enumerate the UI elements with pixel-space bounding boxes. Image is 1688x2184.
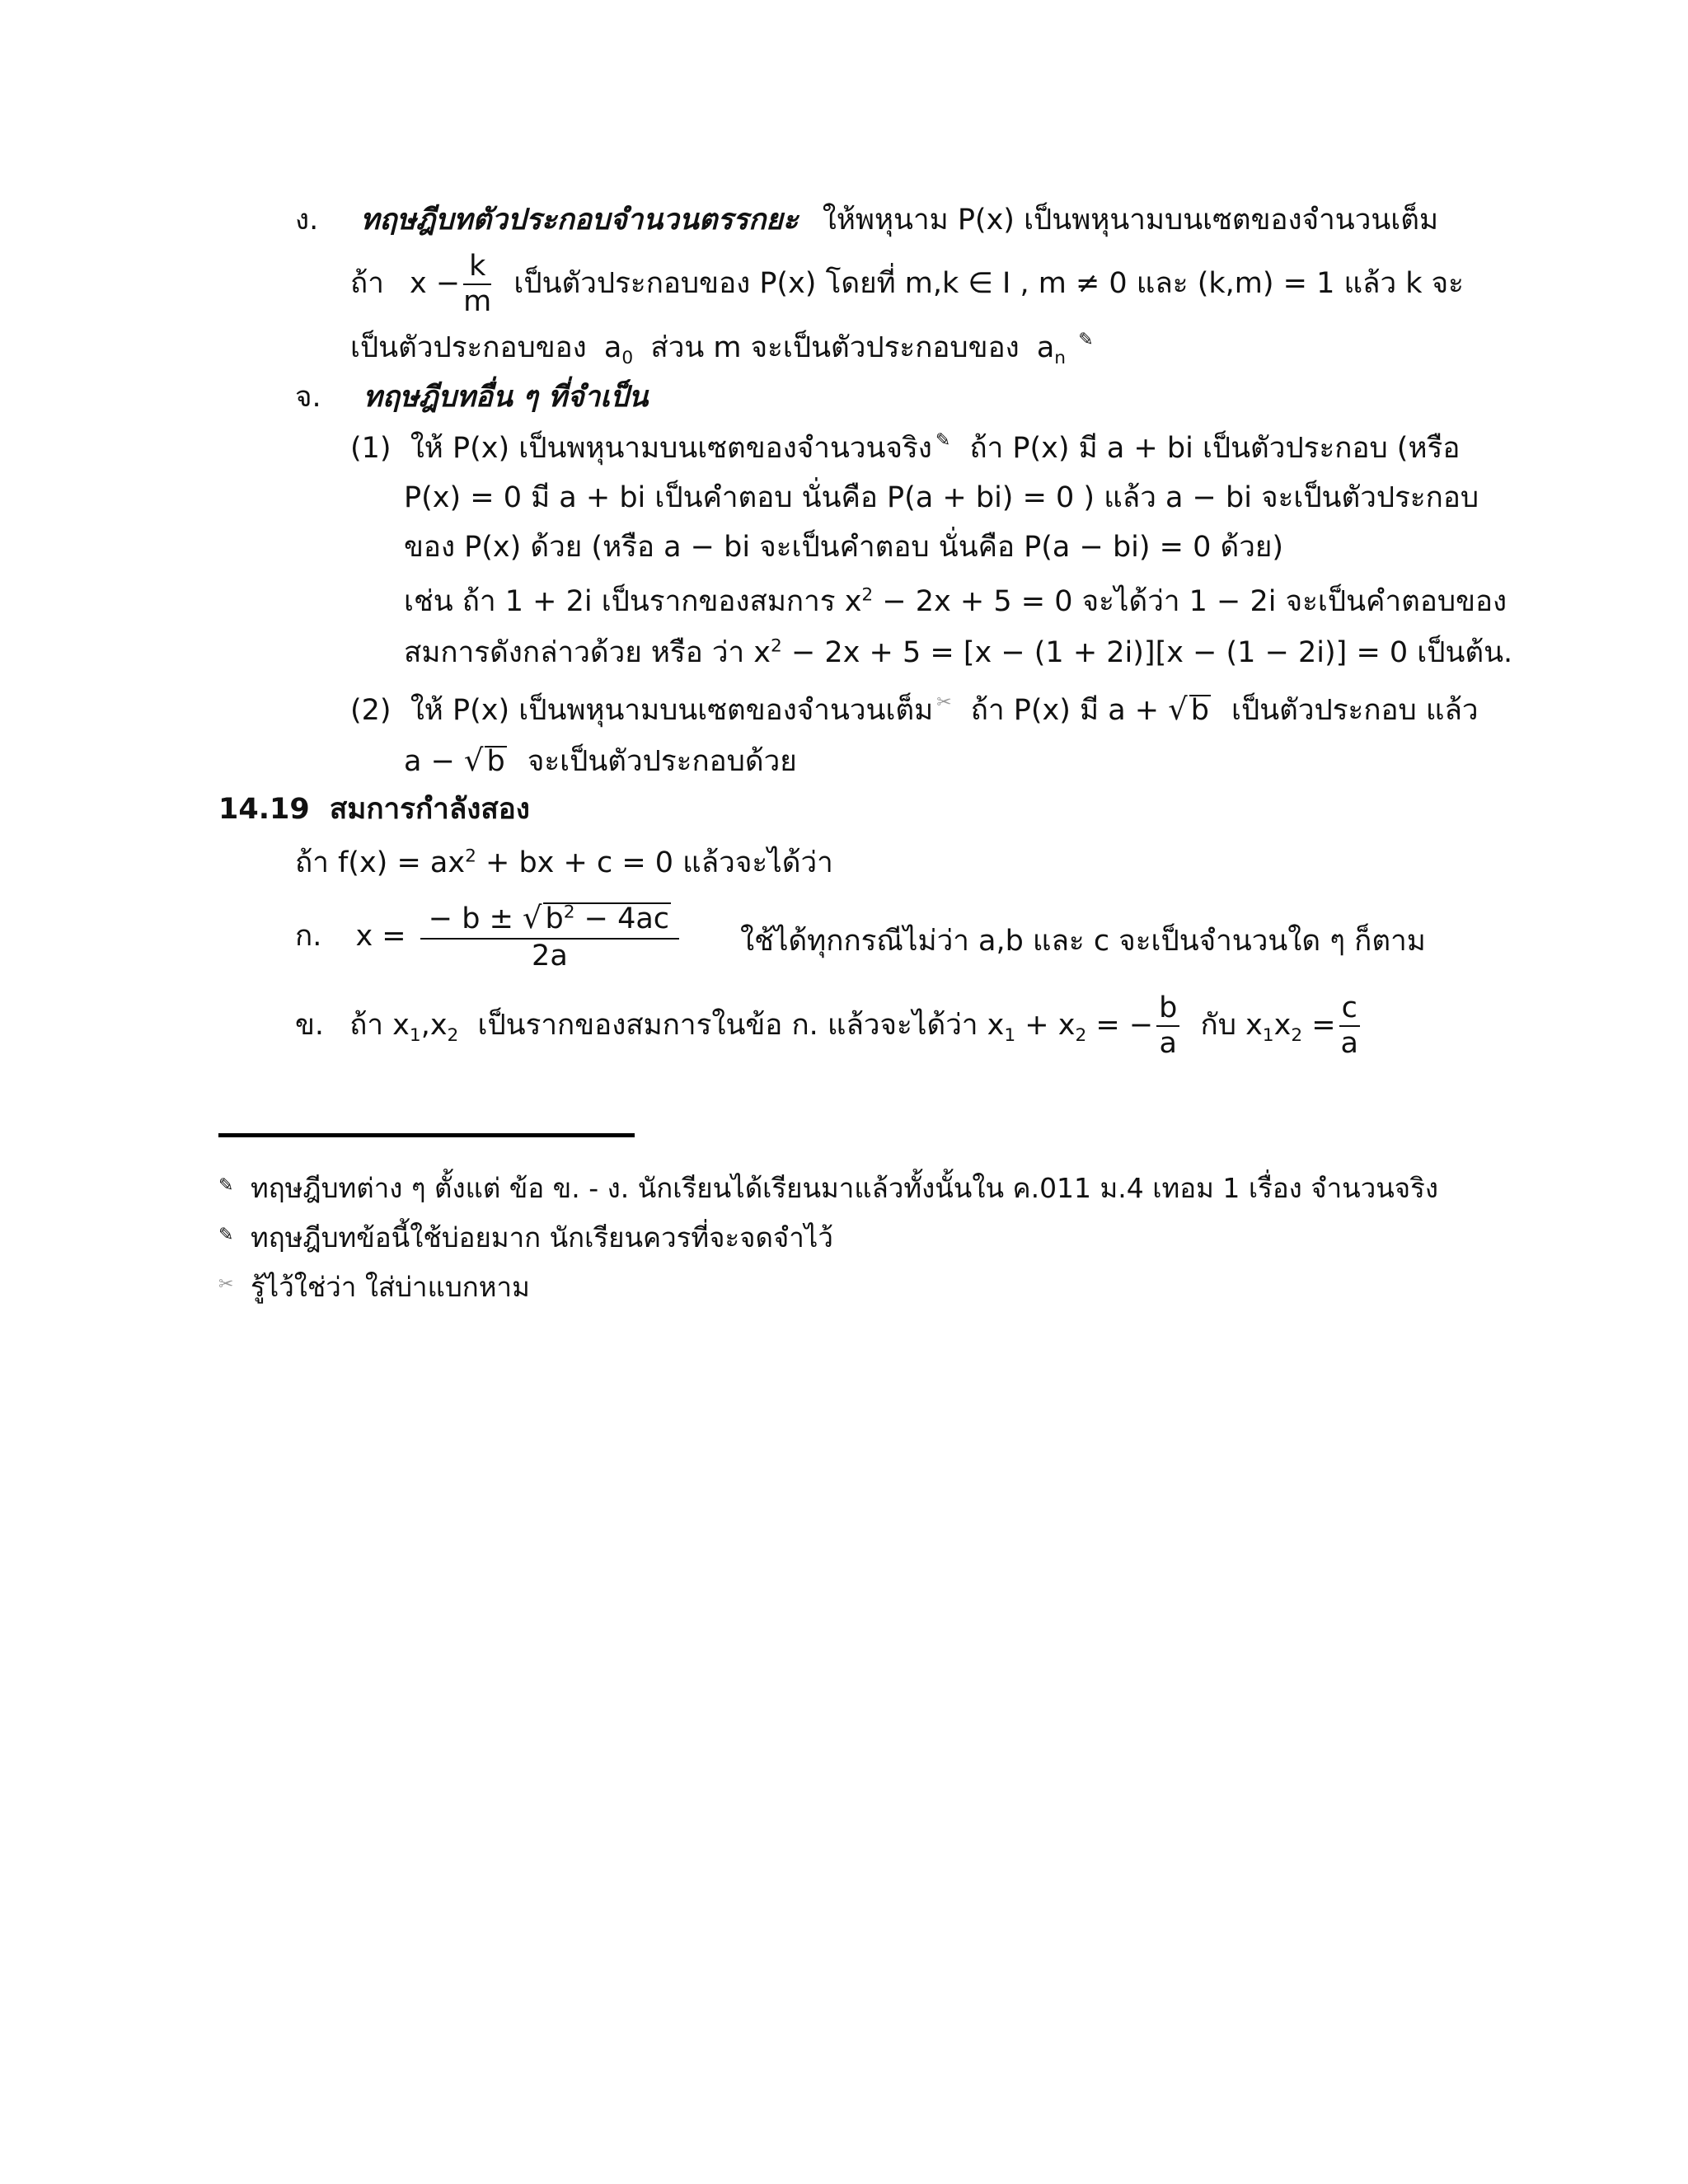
sub-n: n xyxy=(1054,348,1067,368)
frac-b: b xyxy=(1156,993,1179,1027)
footnote-mark-3-icon: ✂ xyxy=(218,1274,234,1295)
quadratic-def-a: ถ้า f(x) = ax xyxy=(295,846,466,879)
footnote-2-text: ทฤษฎีบทข้อนี้ใช้บ่อยมาก นักเรียนควรที่จะจดจำไว้ xyxy=(250,1221,833,1254)
footnote-mark-3-icon: ✂ xyxy=(936,692,952,713)
formula-num-c: − 4ac xyxy=(574,902,670,935)
footnote-mark-2-icon: ✎ xyxy=(218,1225,234,1245)
theorem-d-text2: เป็นตัวประกอบของ P(x) โดยที่ m,k ∈ I , m ≠ 0 และ (k,m) = 1 แล้ว k จะ xyxy=(513,266,1464,300)
item-1-text1a: ให้ P(x) เป็นพหุนามบนเซตของจำนวนจริง xyxy=(410,432,932,465)
formula-num-a: − b ± xyxy=(428,902,513,935)
sub-1: 1 xyxy=(409,1024,421,1046)
footnote-mark-1-icon: ✎ xyxy=(218,1175,234,1196)
formula-num-b: b xyxy=(545,902,564,935)
theorem-d-heading xyxy=(295,206,1438,235)
vieta-text: เป็นรากของสมการในข้อ ก. แล้วจะได้ว่า x xyxy=(477,1008,1005,1042)
frac-a: a xyxy=(1159,1026,1177,1060)
section-number: 14.19 xyxy=(218,793,310,826)
item-2-text2a: a − xyxy=(404,745,455,778)
x-minus: x − xyxy=(410,266,461,300)
item-2-text1c: เป็นตัวประกอบ แล้ว xyxy=(1231,694,1479,727)
vieta-with: กับ x xyxy=(1200,1008,1263,1042)
frac-k: k xyxy=(463,251,491,285)
sqrt-b: b xyxy=(1190,694,1209,727)
theorem-d-text1: ให้พหุนาม P(x) เป็นพหุนามบนเซตของจำนวนเต็ม xyxy=(822,204,1439,237)
quadratic-def-b: + bx + c = 0 แล้วจะได้ว่า xyxy=(476,846,833,879)
a-n: a xyxy=(1036,331,1055,364)
theorem-d-text3a: เป็นตัวประกอบของ xyxy=(350,331,587,364)
footnote-mark-1-icon: ✎ xyxy=(1078,330,1094,350)
quadratic-def xyxy=(295,846,833,879)
quadratic-formula-fraction: $\frac{- b \pm √ b^2 - 4ac}{2a}$ xyxy=(420,902,679,972)
theorem-e1-line1 xyxy=(350,430,1461,465)
footnote-3 xyxy=(218,1273,530,1301)
sup-2: 2 xyxy=(563,902,575,923)
theorem-d-text3b: ส่วน m จะเป็นตัวประกอบของ xyxy=(650,331,1020,364)
item-1-number: (1) xyxy=(350,432,392,465)
theorem-e-heading xyxy=(295,383,648,412)
section-title: สมการกำลังสอง xyxy=(329,793,530,826)
sub-2: 2 xyxy=(1291,1024,1303,1046)
theorem-d-title: ทฤษฎีบทตัวประกอบจำนวนตรรกยะ xyxy=(360,204,799,237)
frac-a: a xyxy=(1340,1026,1358,1060)
footnote-1-text: ทฤษฎีบทต่าง ๆ ตั้งแต่ ข้อ ข. - ง. นักเรียนได้เรียนมาแล้วทั้งนั้นใน ค.011 ม.4 เทอม 1 เรื่อง จำนวนจริง xyxy=(250,1172,1438,1204)
example2-b: − 2x + 5 = [x − (1 + 2i)][x − (1 − 2i)] = 0 เป็นต้น. xyxy=(781,636,1513,669)
theorem-d-line2 xyxy=(350,251,1464,317)
example1-b: − 2x + 5 = 0 จะได้ว่า 1 − 2i จะเป็นคำตอบของ xyxy=(873,585,1507,618)
item-2-text1b: ถ้า P(x) มี a + xyxy=(970,694,1160,727)
example2-a: สมการดังกล่าวด้วย หรือ ว่า x xyxy=(404,636,771,669)
vieta-line: ข. ถ้า $x_1,x_2$ เป็นรากของสมการในข้อ ก. แล้วจะได้ว่า $x_1 + x_2$ = − $\frac{b}{a}$ กับ $x_1x_2$ = $\frac{c}{a}$ xyxy=(295,991,1358,1060)
theorem-e1-line2: P(x) = 0 มี a + bi เป็นคำตอบ นั่นคือ P(a + bi) = 0 ) แล้ว a − bi จะเป็นตัวประกอบ xyxy=(404,481,1479,514)
quadratic-formula-line xyxy=(295,900,1426,972)
sub-2: 2 xyxy=(1075,1024,1087,1046)
vieta-plus: + x xyxy=(1015,1008,1076,1042)
item-2-text2b: จะเป็นตัวประกอบด้วย xyxy=(527,745,797,778)
frac-m: m xyxy=(463,284,492,318)
theorem-e-label: จ. xyxy=(295,381,321,414)
theorem-d-label: ง. xyxy=(295,204,319,237)
frac-c: c xyxy=(1339,993,1360,1027)
theorem-e1-example1 xyxy=(404,584,1507,618)
vieta-eq2: = xyxy=(1302,1008,1336,1042)
item-ka-label: ก. xyxy=(295,919,322,953)
if-word: ถ้า xyxy=(350,266,384,300)
theorem-e1-example2 xyxy=(404,635,1513,669)
sup-2: 2 xyxy=(465,846,476,867)
sub-0: 0 xyxy=(621,348,634,368)
theorem-e1-line3: ของ P(x) ด้วย (หรือ a − bi จะเป็นคำตอบ นั่นคือ P(a − bi) = 0 ด้วย) xyxy=(404,531,1284,564)
fraction-k-over-m xyxy=(463,251,491,317)
sup-2: 2 xyxy=(861,584,874,606)
footnote-mark-2-icon: ✎ xyxy=(935,430,951,451)
theorem-e-title: ทฤษฎีบทอื่น ๆ ที่จำเป็น xyxy=(363,381,649,414)
sub-1: 1 xyxy=(1004,1024,1016,1046)
fraction-c-over-a xyxy=(1339,993,1360,1059)
a-zero: a xyxy=(603,331,622,364)
sub-2: 2 xyxy=(447,1024,459,1046)
sup-2: 2 xyxy=(771,635,782,657)
theorem-d-line3 xyxy=(350,330,1097,368)
section-heading xyxy=(218,795,530,824)
x-equals: x = xyxy=(355,919,406,953)
item-kh-label: ข. xyxy=(295,1008,325,1042)
theorem-e2-line1: (2) ให้ P(x) เป็นพหุนามบนเซตของจำนวนเต็ม ✂ ถ้า P(x) มี a + √ b เป็นตัวประกอบ แล้ว xyxy=(350,691,1479,727)
formula-den: 2a xyxy=(532,939,568,972)
theorem-e2-line2: a − √ b จะเป็นตัวประกอบด้วย xyxy=(404,743,797,778)
vieta-if: ถ้า x xyxy=(349,1008,410,1042)
item-2-number: (2) xyxy=(350,694,392,727)
item-2-text1a: ให้ P(x) เป็นพหุนามบนเซตของจำนวนเต็ม xyxy=(410,694,934,727)
footnote-2 xyxy=(218,1221,833,1254)
fraction-b-over-a xyxy=(1156,993,1179,1059)
footnote-divider xyxy=(218,1133,635,1137)
item-1-text1b: ถ้า P(x) มี a + bi เป็นตัวประกอบ (หรือ xyxy=(969,432,1461,465)
vieta-eq: = − xyxy=(1086,1008,1154,1042)
footnote-3-text: รู้ไว้ใช่ว่า ใส่บ่าแบกหาม xyxy=(250,1271,530,1303)
vieta-x: x xyxy=(1273,1008,1292,1042)
sqrt-b: b xyxy=(486,745,505,778)
sub-1: 1 xyxy=(1262,1024,1274,1046)
formula-note: ใช้ได้ทุกกรณีไม่ว่า a,b และ c จะเป็นจำนวนใด ๆ ก็ตาม xyxy=(740,925,1426,958)
example1-a: เช่น ถ้า 1 + 2i เป็นรากของสมการ x xyxy=(404,585,862,618)
footnote-1 xyxy=(218,1174,1438,1202)
